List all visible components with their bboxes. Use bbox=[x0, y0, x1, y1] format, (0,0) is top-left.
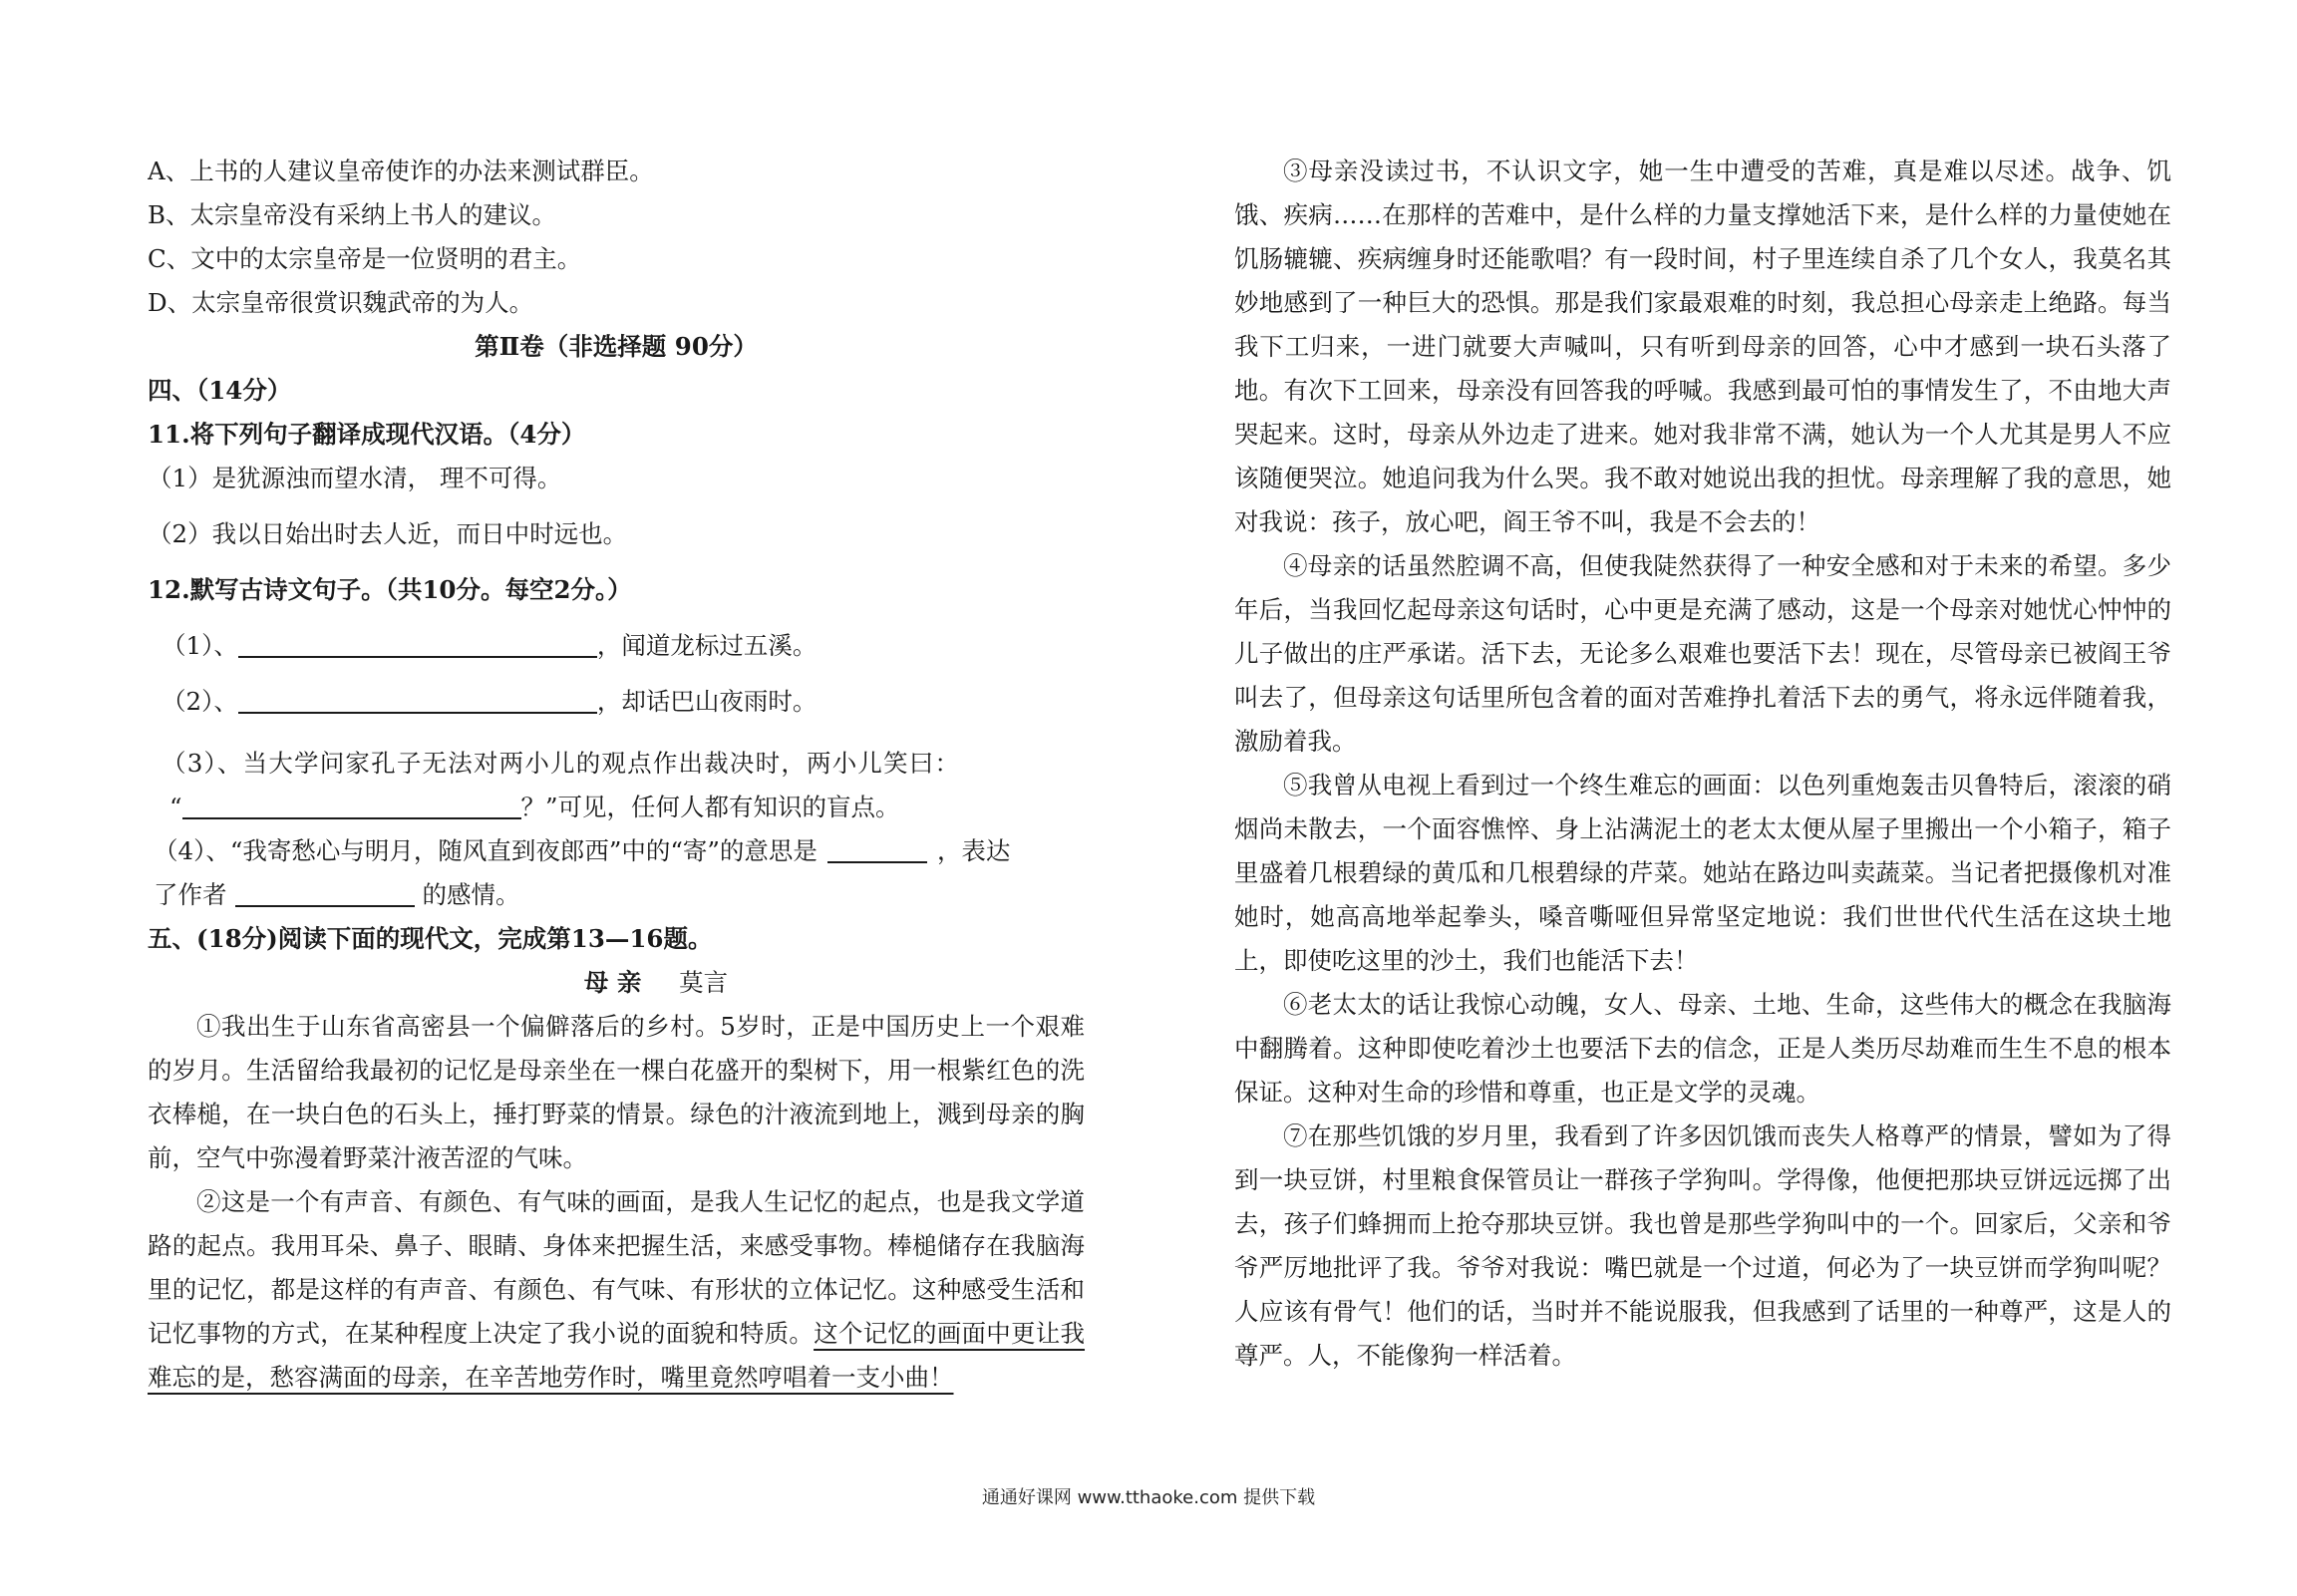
question-12-item-4-line1 bbox=[148, 829, 1085, 873]
q12-4-line2-suffix: 的感情。 bbox=[422, 880, 520, 909]
question-11: 11.将下列句子翻译成现代汉语。（4分） bbox=[148, 420, 586, 449]
q12-4-blank-1[interactable] bbox=[827, 835, 927, 863]
paragraph-2-underlined-sentence: 这个记忆的画面中更让我难忘的是，愁容满面的母亲，在辛苦地劳作时，嘴里竟然哼唱着一支小曲！ bbox=[148, 1319, 1086, 1392]
article-paragraph-4: ④母亲的话虽然腔调不高，但使我陡然获得了一种安全感和对于未来的希望。多少年后，当我回忆起母亲这句话时，心中更是充满了感动，这是一个母亲对她忧心忡忡的儿子做出的庄严承诺。活下去，无论多么艰难也要活下去！现在，尽管母亲已被阎王爷叫去了，但母亲这句话里所包含着的面对苦难挣扎着活下去的勇气，将永远伴随着我，激励着我。 bbox=[1234, 551, 2171, 756]
article-paragraph-2 bbox=[148, 1180, 1085, 1400]
section-5-heading: 五、(18分)阅读下面的现代文，完成第13—16题。 bbox=[148, 924, 713, 953]
question-11-item-2: （2）我以日始出时去人近，而日中时远也。 bbox=[148, 519, 628, 548]
right-column bbox=[1234, 150, 2171, 1378]
question-12-item-4-line2 bbox=[148, 873, 1085, 917]
q12-3-prefix: “ bbox=[169, 793, 182, 821]
article-paragraph-5: ⑤我曾从电视上看到过一个终生难忘的画面：以色列重炮轰击贝鲁特后，滚滚的硝烟尚未散去，一个面容憔悴、身上沾满泥土的老太太便从屋子里搬出一个小箱子，箱子里盛着几根碧绿的黄瓜和几根碧绿的芹菜。她站在路边叫卖蔬菜。当记者把摄像机对准她时，她高高地举起拳头，嗓音嘶哑但异常坚定地说：我们世世代代生活在这块土地上，即使吃这里的沙土，我们也能活下去！ bbox=[1234, 771, 2171, 975]
q12-3-suffix: ？”可见，任何人都有知识的盲点。 bbox=[520, 793, 900, 821]
option-a: A、上书的人建议皇帝使诈的办法来测试群臣。 bbox=[148, 157, 654, 185]
article-paragraph-3: ③母亲没读过书，不认识文字，她一生中遭受的苦难，真是难以尽述。战争、饥饿、疾病……在那样的苦难中，是什么样的力量支撑她活下来，是什么样的力量使她在饥肠辘辘、疾病缠身时还能歌唱？有一段时间，村子里连续自杀了几个女人，我莫名其妙地感到了一种巨大的恐惧。那是我们家最艰难的时刻，我总担心母亲走上绝路。每当我下工归来，一进门就要大声喊叫，只有听到母亲的回答，心中才感到一块石头落了地。有次下工回来，母亲没有回答我的呼喊。我感到最可怕的事情发生了，不由地大声哭起来。这时，母亲从外边走了进来。她对我非常不满，她认为一个人尤其是男人不应该随便哭泣。她追问我为什么哭。我不敢对她说出我的担忧。母亲理解了我的意思，她对我说：孩子，放心吧，阎王爷不叫，我是不会去的！ bbox=[1234, 157, 2171, 536]
q12-2-blank[interactable] bbox=[238, 686, 597, 714]
article-title: 母 亲 bbox=[583, 968, 642, 997]
article-paragraph-1: ①我出生于山东省高密县一个偏僻落后的乡村。5岁时，正是中国历史上一个艰难的岁月。生活留给我最初的记忆是母亲坐在一棵白花盛开的梨树下，用一根紫红色的洗衣棒槌，在一块白色的石头上，捶打野菜的情景。绿色的汁液流到地上，溅到母亲的胸前，空气中弥漫着野菜汁液苦涩的气味。 bbox=[148, 1012, 1085, 1172]
question-11-item-1: （1）是犹源浊而望水清， 理不可得。 bbox=[148, 464, 562, 492]
q12-1-suffix: ，闻道龙标过五溪。 bbox=[596, 631, 818, 660]
article-author: 莫言 bbox=[679, 968, 729, 997]
q12-1-blank[interactable] bbox=[238, 630, 597, 658]
option-c: C、文中的太宗皇帝是一位贤明的君主。 bbox=[148, 244, 582, 273]
section-4-heading: 四、（14分） bbox=[148, 376, 292, 405]
q12-2-suffix: ，却话巴山夜雨时。 bbox=[596, 687, 818, 716]
q12-1-prefix: （1）、 bbox=[162, 631, 238, 660]
option-b: B、太宗皇帝没有采纳上书人的建议。 bbox=[148, 200, 557, 229]
left-column bbox=[148, 150, 1085, 1400]
question-12: 12.默写古诗文句子。（共10分。每空2分。） bbox=[148, 575, 632, 604]
article-paragraph-7: ⑦在那些饥饿的岁月里，我看到了许多因饥饿而丧失人格尊严的情景，譬如为了得到一块豆饼，村里粮食保管员让一群孩子学狗叫。学得像，他便把那块豆饼远远掷了出去，孩子们蜂拥而上抢夺那块豆饼。我也曾是那些学狗叫中的一个。回家后，父亲和爷爷严厉地批评了我。爷爷对我说：嘴巴就是一个过道，何必为了一块豆饼而学狗叫呢？人应该有骨气！他们的话，当时并不能说服我，但我感到了话里的一种尊严，这是人的尊严。人，不能像狗一样活着。 bbox=[1234, 1121, 2171, 1370]
q12-4-suffix: ，表达 bbox=[936, 836, 1011, 865]
q12-3-blank[interactable] bbox=[182, 792, 521, 819]
q12-4-prefix: （4）、“我寄愁心与明月，随风直到夜郎西”中的“寄”的意思是 bbox=[154, 836, 818, 865]
q12-4-blank-2[interactable] bbox=[235, 879, 415, 907]
article-heading bbox=[148, 961, 1085, 1005]
q12-4-line2-prefix: 了作者 bbox=[154, 880, 227, 909]
volume-title: 第Ⅱ卷（非选择题 90分） bbox=[475, 332, 758, 361]
question-12-item-1 bbox=[148, 624, 1085, 668]
q12-2-prefix: （2）、 bbox=[162, 687, 238, 716]
article-paragraph-6: ⑥老太太的话让我惊心动魄，女人、母亲、土地、生命，这些伟大的概念在我脑海中翻腾着。这种即使吃着沙土也要活下去的信念，正是人类历尽劫难而生生不息的根本保证。这种对生命的珍惜和尊重，也正是文学的灵魂。 bbox=[1234, 990, 2171, 1107]
paragraph-2-text: ②这是一个有声音、有颜色、有气味的画面，是我人生记忆的起点，也是我文学道路的起点。我用耳朵、鼻子、眼睛、身体来把握生活，来感受事物。棒槌储存在我脑海里的记忆，都是这样的有声音、有颜色、有气味、有形状的立体记忆。这种感受生活和记忆事物的方式，在某种程度上决定了我小说的面貌和特质。 bbox=[148, 1187, 1085, 1348]
question-12-item-3-line1: （3）、当大学问家孔子无法对两小儿的观点作出裁决时，两小儿笑曰： bbox=[162, 749, 961, 778]
page-footer: 通通好课网 www.tthaoke.com 提供下载 bbox=[981, 1487, 1316, 1508]
question-12-item-3-line2 bbox=[148, 786, 1085, 829]
question-12-item-2 bbox=[148, 680, 1085, 724]
option-d: D、太宗皇帝很赏识魏武帝的为人。 bbox=[148, 288, 534, 317]
